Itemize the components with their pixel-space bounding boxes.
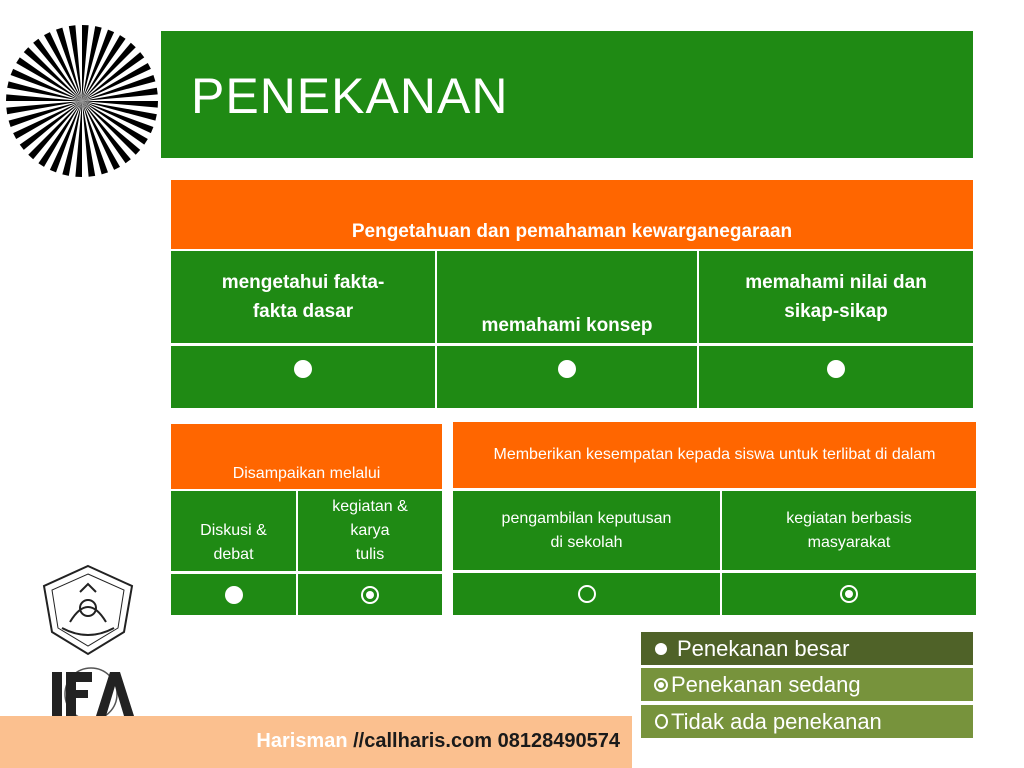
filled-circle-icon [827,360,845,378]
page-title: PENEKANAN [191,68,509,124]
knowledge-col-facts-label: mengetahui fakta- fakta dasar [221,272,385,322]
knowledge-col-values [699,251,973,343]
delivery-col-discussion-label: Diskusi & debat [200,522,267,563]
knowledge-table-header-label: Pengetahuan dan pemahaman kewarganegaraan [351,221,793,242]
involvement-col-decisions [453,491,720,570]
legend-item-high [641,632,973,665]
involvement-col-community-label: kegiatan berbasis masyarakat [786,509,912,551]
sunburst-ray [82,25,89,101]
knowledge-mark-values [699,346,973,408]
empty-circle-icon [578,585,596,603]
sunburst-ray [82,101,158,108]
involvement-col-decisions-label: pengambilan keputusan di sekolah [501,509,672,551]
delivery-mark-writing [298,574,442,615]
sunburst-ray [75,101,82,177]
footer-bar [0,716,632,768]
footer-author: Harisman [256,730,348,752]
involvement-table-header-label: Memberikan kesempatan kepada siswa untuk terlibat di dalam [493,446,936,463]
ring-dot-icon [840,585,858,603]
ring-dot-icon [651,675,671,695]
delivery-mark-discussion [171,574,296,615]
sunburst-logo-icon [5,24,159,178]
filled-circle-icon [225,586,243,604]
knowledge-col-values-label: memahami nilai dan sikap-sikap [745,272,927,322]
involvement-col-community [722,491,976,570]
knowledge-mark-concepts [437,346,697,408]
tut-wuri-handayani-emblem-icon [40,562,136,658]
delivery-col-writing [298,491,442,571]
involvement-mark-community [722,573,976,615]
footer-credit [256,730,620,753]
legend-item-medium [641,668,973,701]
knowledge-col-concepts-label: memahami konsep [481,315,653,336]
filled-circle-icon [558,360,576,378]
ring-dot-icon [361,586,379,604]
delivery-col-writing-label: kegiatan & karya tulis [332,498,408,563]
legend-item-medium-label: Penekanan sedang [671,671,861,697]
involvement-table-header [453,422,976,488]
sunburst-ray [6,94,82,101]
legend-item-none-label: Tidak ada penekanan [671,708,882,734]
knowledge-mark-facts [171,346,435,408]
iea-logo-icon [46,662,136,722]
empty-circle-icon [651,712,671,732]
knowledge-table-header [171,180,973,249]
legend-item-none [641,705,973,738]
footer-contact: //callharis.com 08128490574 [353,730,620,752]
delivery-col-discussion [171,491,296,571]
delivery-table-header-label: Disampaikan melalui [232,465,381,482]
knowledge-col-concepts [437,251,697,343]
legend-item-high-label: Penekanan besar [677,635,850,661]
delivery-table-header [171,424,442,489]
knowledge-col-facts [171,251,435,343]
filled-circle-icon [294,360,312,378]
title-banner [161,31,973,158]
involvement-mark-decisions [453,573,720,615]
filled-circle-icon [651,639,671,659]
